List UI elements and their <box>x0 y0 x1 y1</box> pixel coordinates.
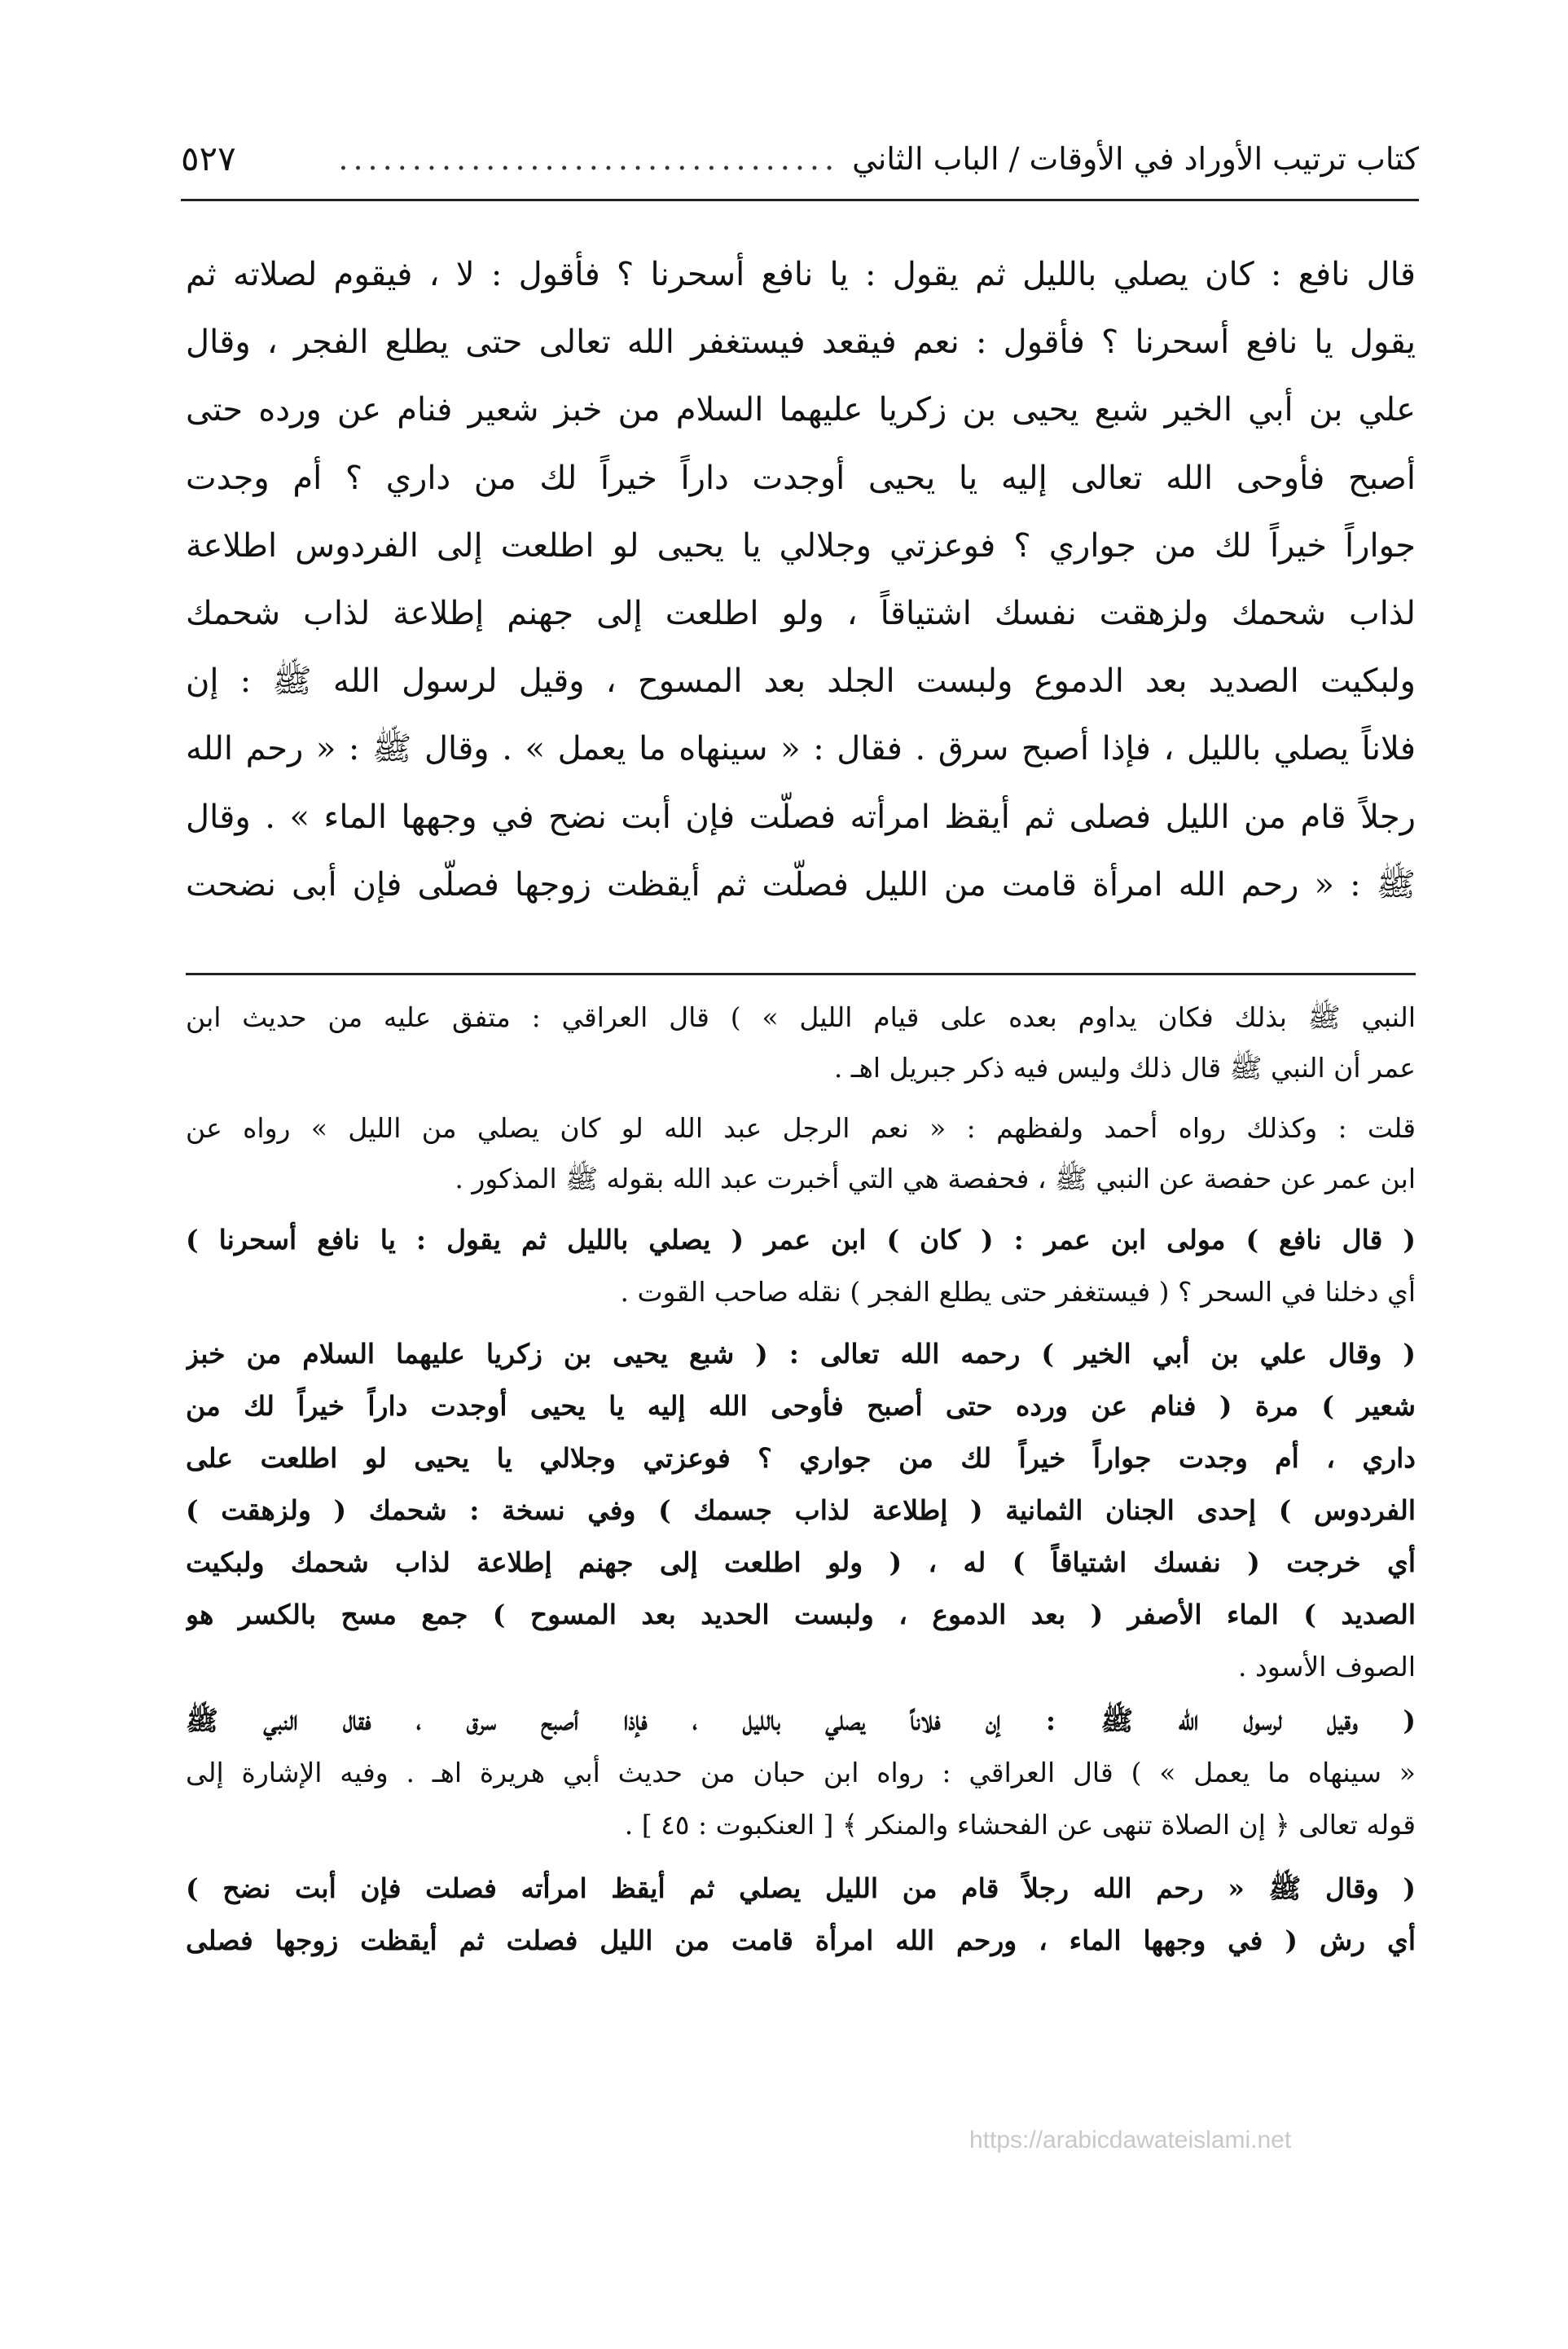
main-text-line: فلاناً يصلي بالليل ، فإذا أصبح سرق . فقال : « سينهاه ما يعمل » . وقال ﷺ : « رحم الله <box>186 730 1416 768</box>
main-text-line: ﷺ : « رحم الله امرأة قامت من الليل فصلّت ثم أيقظت زوجها فصلّى فإن أبى نضحت <box>186 865 1416 904</box>
commentary-line: ( وقيل لرسول الله ﷺ : إن فلاناً يصلي بالليل ، فإذا أصبح سرق ، فقال النبي ﷺ <box>186 1705 1416 1736</box>
commentary-line: أي خرجت ( نفسك اشتياقاً ) له ، ( ولو اطلعت إلى جهنم إطلاعة لذاب شحمك ولبكيت <box>186 1546 1416 1578</box>
main-text-line: أصبح فأوحى الله تعالى إليه يا يحيى أوجدت داراً خيراً لك من داري ؟ أم وجدت <box>186 459 1416 497</box>
commentary-paragraph <box>186 1103 1416 1204</box>
commentary-line: ابن عمر عن حفصة عن النبي ﷺ ، فحفصة هي التي أخبرت عبد الله بقوله ﷺ المذكور . <box>455 1163 1416 1194</box>
commentary-separator <box>186 973 1416 975</box>
commentary-line: أي رش ( في وجهها الماء ، ورحم الله امرأة قامت من الليل فصلت ثم أيقظت زوجها فصلى <box>186 1925 1416 1956</box>
commentary-line: ( قال نافع ) مولى ابن عمر : ( كان ) ابن عمر ( يصلي بالليل ثم يقول : يا نافع أسحرنا ) <box>186 1224 1416 1256</box>
commentary-line: أي دخلنا في السحر ؟ ( فيستغفر حتى يطلع الفجر ) نقله صاحب القوت . <box>620 1276 1416 1308</box>
commentary-line: عمر أن النبي ﷺ قال ذلك وليس فيه ذكر جبريل اهـ . <box>833 1052 1416 1084</box>
commentary-line: الصديد ) الماء الأصفر ( بعد الدموع ، ولبست الحديد بعد المسوح ) جمع مسح بالكسر هو <box>186 1599 1416 1630</box>
header-dot-leader: .................................. <box>338 141 840 177</box>
header-title: كتاب ترتيب الأوراد في الأوقات / الباب الثاني <box>852 141 1419 177</box>
commentary-line: قلت : وكذلك رواه أحمد ولفظهم : « نعم الرجل عبد الله لو كان يصلي من الليل » رواه عن <box>186 1112 1416 1144</box>
commentary-line: قوله تعالى ﴿ إن الصلاة تنهى عن الفحشاء والمنكر ﴾ [ العنكبوت : ٤٥ ] . <box>624 1809 1416 1841</box>
commentary-line: « سينهاه ما يعمل » ) قال العراقي : رواه ابن حبان من حديث أبي هريرة اهـ . وفيه الإشارة إلى <box>186 1757 1416 1788</box>
header-rule <box>181 199 1419 201</box>
running-header <box>181 122 1419 196</box>
commentary-line: شعير ) مرة ( فنام عن ورده حتى أصبح فأوحى الله إليه يا يحيى أوجدت داراً خيراً لك من <box>186 1390 1416 1422</box>
commentary-line: ( وقال ﷺ « رحم الله رجلاً قام من الليل يصلي ثم أيقظ امرأته فصلت فإن أبت نضح ) <box>186 1872 1416 1904</box>
main-text-line: رجلاً قام من الليل فصلى ثم أيقظ امرأته فصلّت فإن أبت نضح في وجهها الماء » . وقال <box>186 798 1416 836</box>
watermark-url: https://arabicdawateislami.net <box>969 2127 1292 2153</box>
commentary-paragraph <box>186 1863 1416 1967</box>
commentary-paragraph <box>186 1214 1416 1318</box>
main-text-line: علي بن أبي الخير شبع يحيى بن زكريا عليهما السلام من خبز شعير فنام عن ورده حتى <box>186 391 1416 429</box>
main-text-line: يقول يا نافع أسحرنا ؟ فأقول : نعم فيقعد فيستغفر الله تعالى حتى يطلع الفجر ، وقال <box>186 323 1416 362</box>
main-text-line: قال نافع : كان يصلي بالليل ثم يقول : يا نافع أسحرنا ؟ فأقول : لا ، فيقوم لصلاته ثم <box>186 256 1416 293</box>
commentary-line: داري ، أم وجدت جواراً خيراً لك من جواري ؟ فوعزتي وجلالي يا يحيى لو اطلعت على <box>186 1442 1416 1474</box>
main-text <box>186 241 1416 919</box>
commentary-paragraph <box>186 1328 1416 1693</box>
commentary-paragraph <box>186 1695 1416 1851</box>
commentary-line: النبي ﷺ بذلك فكان يداوم بعده على قيام الليل » ) قال العراقي : متفق عليه من حديث ابن <box>186 1001 1416 1033</box>
page-number: ٥٢٧ <box>181 139 236 178</box>
commentary-paragraph <box>186 992 1416 1093</box>
commentary-line: ( وقال علي بن أبي الخير ) رحمه الله تعالى : ( شبع يحيى بن زكريا عليهما السلام من خبز <box>186 1338 1416 1370</box>
main-text-line: جواراً خيراً لك من جواري ؟ فوعزتي وجلالي يا يحيى لو اطلعت إلى الفردوس اطلاعة <box>186 526 1416 565</box>
main-text-line: ولبكيت الصديد بعد الدموع ولبست الجلد بعد المسوح ، وقيل لرسول الله ﷺ : إن <box>186 662 1416 701</box>
commentary-line: الصوف الأسود . <box>1238 1651 1416 1683</box>
commentary-line: الفردوس ) إحدى الجنان الثمانية ( إطلاعة لذاب جسمك ) وفي نسخة : شحمك ( ولزهقت ) <box>186 1494 1416 1526</box>
main-text-line: لذاب شحمك ولزهقت نفسك اشتياقاً ، ولو اطلعت إلى جهنم إطلاعة لذاب شحمك <box>186 594 1416 632</box>
